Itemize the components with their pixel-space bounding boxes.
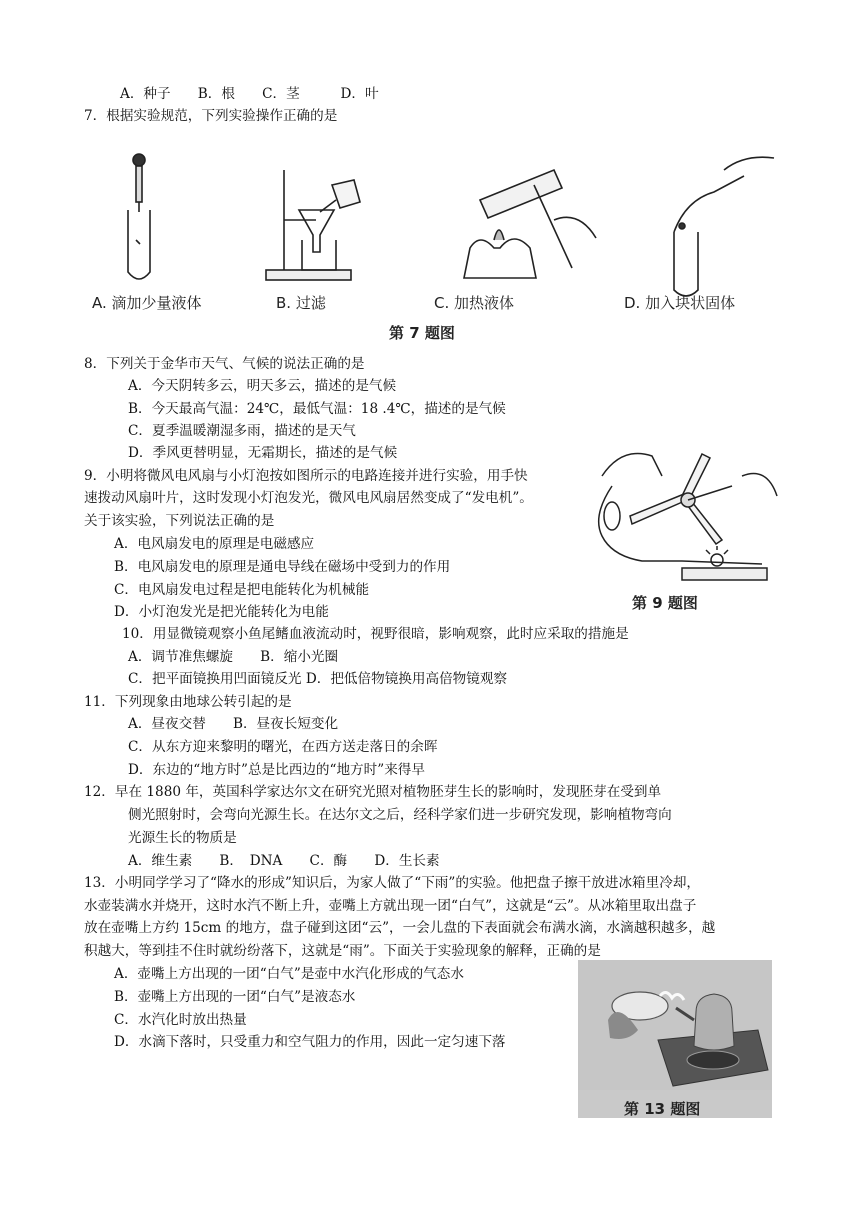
dropper-test-tube-icon	[128, 154, 150, 279]
q11-option-c: C．从东方迎来黎明的曙光，在西方送走落日的余晖	[128, 739, 438, 755]
q13-option-b: B．壶嘴上方出现的一团“白气”是液态水	[114, 989, 356, 1005]
q8-option-b: B．今天最高气温：24℃，最低气温：18 .4℃，描述的是气候	[128, 401, 506, 417]
q9-figure	[592, 436, 782, 612]
q8-option-d: D．季风更替明显，无霜期长，描述的是气候	[128, 445, 398, 461]
q7-label-d: D. 加入块状固体	[624, 294, 736, 312]
q9-stem-line-1: 9．小明将微风电风扇与小灯泡按如图所示的电路连接并进行实验，用手快	[84, 468, 528, 484]
q8-stem: 8．下列关于金华市天气、气候的说法正确的是	[84, 356, 365, 372]
q11-option-d: D．东边的“地方时”总是比西边的“地方时”来得早	[128, 762, 425, 778]
q12-options: A．维生素 B． DNA C．酶 D．生长素	[128, 853, 440, 869]
q13-option-d: D．水滴下落时，只受重力和空气阻力的作用，因此一定匀速下落	[114, 1034, 506, 1050]
q9-caption: 第 9 题图	[632, 594, 698, 612]
q13-photo	[578, 960, 772, 1118]
q7-label-c: C. 加热液体	[434, 294, 515, 312]
kettle-stove-icon	[578, 960, 772, 1090]
q13-option-a: A．壶嘴上方出现的一团“白气”是壶中水汽化形成的气态水	[114, 966, 464, 982]
q9-option-c: C．电风扇发电过程是把电能转化为机械能	[114, 582, 370, 598]
q7-label-a: A. 滴加少量液体	[92, 294, 202, 312]
q13-stem-line-1: 13．小明同学学习了“降水的形成”知识后，为家人做了“下雨”的实验。他把盘子擦干放进冰箱里冷却，	[84, 875, 701, 891]
q13-stem-line-2: 水壶装满水并烧开，这时水汽不断上升，壶嘴上方就出现一团“白气”，这就是“云”。从冰箱里取出盘子	[84, 898, 697, 914]
q11-option-ab: A．昼夜交替 B．昼夜长短变化	[128, 716, 339, 732]
q7-stem: 7．根据实验规范，下列实验操作正确的是	[84, 108, 338, 124]
q12-stem-line-1: 12．早在 1880 年，英国科学家达尔文在研究光照对植物胚芽生长的影响时，发现胚芽在受到单	[84, 784, 662, 800]
q7-figure	[84, 140, 784, 350]
q13-stem-line-4: 积越大，等到挂不住时就纷纷落下，这就是“雨”。下面关于实验现象的解释，正确的是	[84, 943, 601, 959]
add-solid-test-tube-icon	[674, 157, 774, 296]
q8-option-c: C．夏季温暖潮湿多雨，描述的是天气	[128, 423, 356, 439]
q7-label-b: B. 过滤	[276, 294, 326, 312]
q10-options-line-2: C．把平面镜换用凹面镜反光 D．把低倍物镜换用高倍物镜观察	[128, 671, 508, 687]
q9-option-a: A．电风扇发电的原理是电磁感应	[114, 536, 315, 552]
q13-stem-line-3: 放在壶嘴上方约 15cm 的地方，盘子碰到这团“云”，一会儿盘的下表面就会布满水滴，水滴越积越多，越	[84, 920, 716, 936]
q10-options-line-1: A．调节准焦螺旋 B．缩小光圈	[128, 649, 339, 665]
q11-stem: 11．下列现象由地球公转引起的是	[84, 694, 292, 710]
q6-options: A．种子 B．根 C．茎 D．叶	[120, 86, 379, 102]
fan-circuit-icon	[599, 454, 777, 581]
q9-stem-line-2: 速拨动风扇叶片，这时发现小灯泡发光，微风电风扇居然变成了“发电机”。	[84, 490, 533, 506]
q8-option-a: A．今天阴转多云，明天多云，描述的是气候	[128, 378, 397, 394]
q12-stem-line-2: 侧光照射时，会弯向光源生长。在达尔文之后，经科学家们进一步研究发现，影响植物弯向	[128, 807, 672, 823]
q13-option-c: C．水汽化时放出热量	[114, 1012, 247, 1028]
q12-stem-line-3: 光源生长的物质是	[128, 830, 237, 846]
q9-stem-line-3: 关于该实验，下列说法正确的是	[84, 513, 275, 529]
q9-option-b: B．电风扇发电的原理是通电导线在磁场中受到力的作用	[114, 559, 451, 575]
q9-option-d: D．小灯泡发光是把光能转化为电能	[114, 604, 329, 620]
filter-stand-icon	[266, 170, 360, 280]
q7-caption: 第 7 题图	[389, 324, 455, 342]
alcohol-lamp-test-tube-icon	[464, 170, 596, 278]
q10-stem: 10．用显微镜观察小鱼尾鳍血液流动时，视野很暗，影响观察，此时应采取的措施是	[122, 626, 629, 642]
q13-caption: 第 13 题图	[624, 1100, 701, 1118]
